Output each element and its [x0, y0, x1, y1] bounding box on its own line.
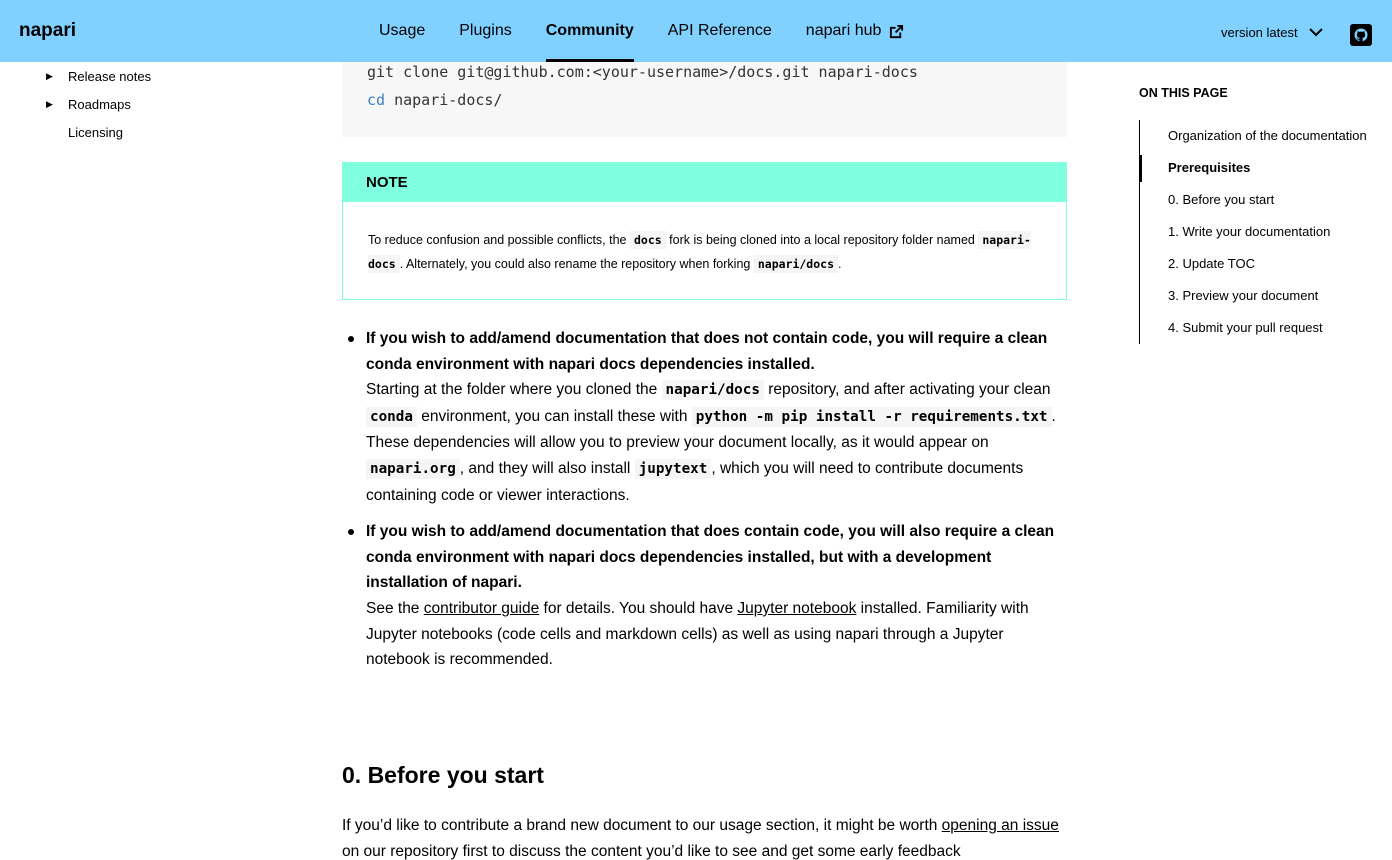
sidebar-item-licensing[interactable]: [46, 118, 306, 146]
code-text: [367, 58, 918, 114]
toc-item-preview-document[interactable]: 3. Preview your document: [1168, 288, 1319, 303]
toc-item-submit-pull-request[interactable]: 4. Submit your pull request: [1168, 320, 1323, 335]
note-title: NOTE: [343, 163, 1066, 202]
opening-an-issue-link[interactable]: opening an issue: [941, 817, 1059, 834]
top-navbar: [0, 0, 1392, 62]
sidebar-item-roadmaps[interactable]: [46, 90, 306, 118]
code-cd-arg: napari-docs/: [385, 91, 503, 109]
inline-code: napari/docs: [754, 255, 838, 273]
github-octocat-icon: [1353, 27, 1369, 43]
nav-community[interactable]: [529, 0, 651, 62]
bullet-text: for details. You should have: [539, 599, 738, 617]
toc-item-update-toc[interactable]: 2. Update TOC: [1168, 256, 1255, 271]
nav-usage[interactable]: [362, 0, 442, 62]
toc-item-organization[interactable]: Organization of the documentation: [1168, 128, 1367, 143]
note-text: .: [838, 257, 842, 271]
sidebar-item-label: Release notes: [68, 68, 152, 84]
toc-item-prerequisites[interactable]: Prerequisites: [1168, 152, 1379, 184]
expand-triangle-icon[interactable]: ▶: [46, 98, 53, 109]
page-toc: [1139, 86, 1379, 344]
version-dropdown[interactable]: [1221, 24, 1324, 40]
inline-code: docs: [630, 231, 666, 249]
note-text: To reduce confusion and possible conflicts, the: [368, 233, 630, 247]
toc-item-before-you-start[interactable]: 0. Before you start: [1168, 192, 1275, 207]
expand-triangle-icon[interactable]: ▶: [46, 70, 53, 81]
inline-code: napari.org: [366, 459, 460, 479]
contributor-guide-link[interactable]: contributor guide: [423, 599, 540, 617]
list-item: [342, 519, 1067, 673]
jupyter-notebook-link[interactable]: Jupyter notebook: [737, 599, 857, 617]
bullet-text: environment, you can install these with: [416, 407, 692, 425]
external-link-icon: [889, 24, 904, 39]
nav-plugins[interactable]: [442, 0, 528, 62]
note-text: . Alternately, you could also rename the repository when forking: [399, 257, 754, 271]
version-label: version latest: [1221, 24, 1298, 40]
sidebar-item-release-notes[interactable]: [46, 62, 306, 90]
section-heading: 0. Before you start: [342, 762, 544, 788]
inline-code: napari-docs: [368, 233, 1031, 271]
nav-label: Plugins: [459, 22, 512, 39]
nav-label: Usage: [379, 22, 426, 39]
section-paragraph: [342, 813, 1067, 860]
sidebar-item-label: Licensing: [68, 124, 123, 140]
note-admonition: [342, 162, 1067, 300]
bullet-text: .: [1051, 407, 1056, 425]
bullet-text: Starting at the folder where you cloned the: [366, 381, 662, 399]
left-sidebar: [46, 62, 306, 146]
note-text: fork is being cloned into a local repository folder named: [665, 233, 979, 247]
bullet-heading: If you wish to add/amend documentation that does not contain code, you will require a clean conda environment with napari docs dependencies installed.: [366, 330, 1048, 373]
sidebar-item-label: Roadmaps: [68, 96, 131, 112]
github-icon[interactable]: [1350, 24, 1372, 46]
note-body: [343, 202, 1066, 276]
paragraph-text: on our repository first to discuss the content you’d like to see and get some early feedback: [342, 842, 961, 860]
paragraph-text: If you’d like to contribute a brand new document to our usage section, it might be worth: [342, 817, 942, 834]
inline-code: napari/docs: [662, 380, 764, 400]
bullet-text: , and they will also install: [459, 459, 635, 477]
inline-code: python -m pip install -r requirements.txt: [692, 407, 1052, 427]
toc-item-write-documentation[interactable]: 1. Write your documentation: [1168, 224, 1331, 239]
code-cd-keyword: cd: [367, 91, 386, 109]
list-item: [342, 326, 1067, 508]
nav-label: napari hub: [805, 22, 882, 39]
toc-list: [1139, 120, 1379, 344]
chevron-down-icon: [1308, 24, 1324, 40]
bullet-text: See the: [366, 599, 424, 617]
prerequisites-list: [342, 326, 1067, 684]
bullet-heading: If you wish to add/amend documentation that does contain code, you will also require a clean conda environment with napari docs dependencies installed, but with a development installation of napari.: [366, 523, 1055, 592]
inline-code: jupytext: [635, 459, 712, 479]
bullet-text: repository, and after activating your clean: [763, 381, 1051, 399]
inline-code: conda: [366, 407, 417, 427]
code-line-1: git clone git@github.com:<your-username>/docs.git napari-docs: [367, 63, 918, 81]
main-nav: [362, 0, 921, 62]
bullet-text: installed. Familiarity with Jupyter notebooks (code cells and markdown cells) as well as using napari through a Jupyter notebook is recommended.: [366, 599, 1029, 669]
nav-label: API Reference: [667, 22, 772, 39]
nav-api-reference[interactable]: [651, 0, 789, 62]
nav-napari-hub[interactable]: [789, 0, 922, 62]
toc-title: ON THIS PAGE: [1139, 86, 1228, 100]
nav-label: Community: [545, 22, 634, 39]
bullet-text: , which you will need to contribute documents containing code or viewer interactions.: [366, 459, 1024, 504]
site-logo[interactable]: napari: [19, 20, 77, 41]
bullet-text: These dependencies will allow you to preview your document locally, as it would appear on: [366, 434, 989, 452]
